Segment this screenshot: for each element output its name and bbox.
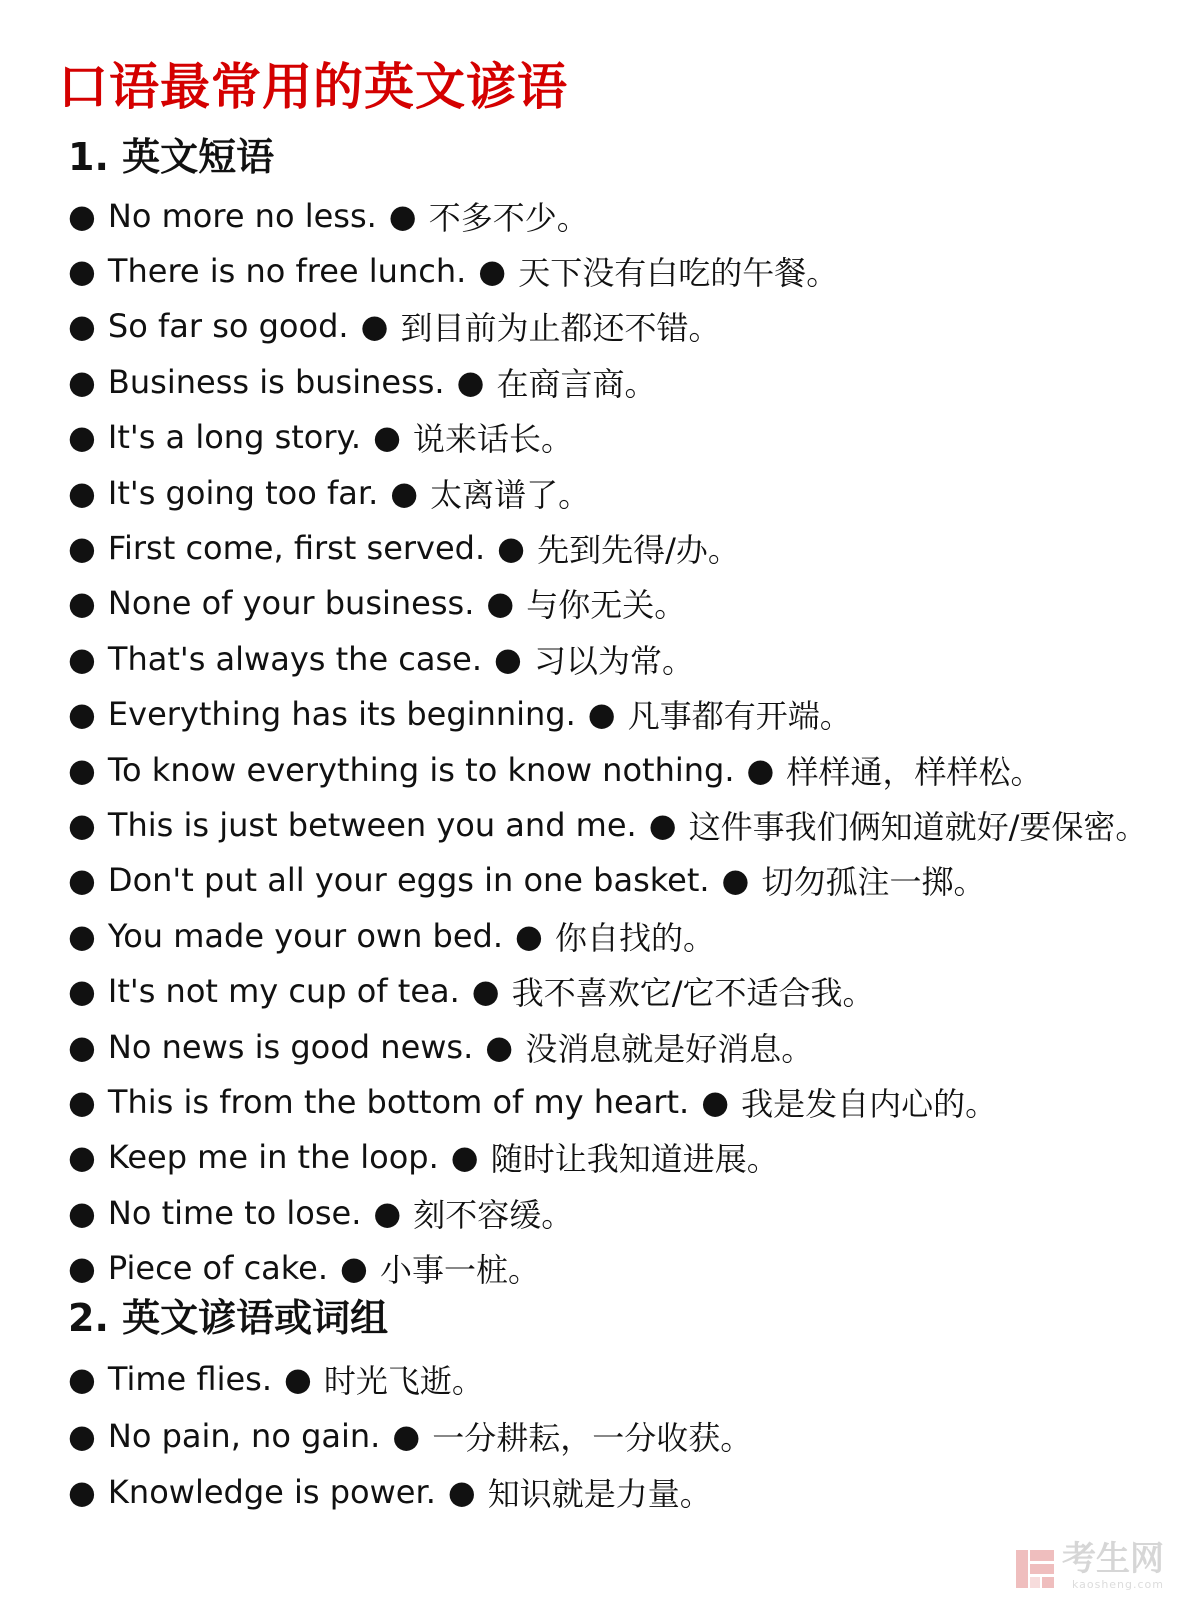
phrase-item bbox=[68, 520, 1147, 575]
english-phrase: It's going too far. bbox=[107, 473, 379, 512]
chinese-translation: 在商言商。 bbox=[496, 364, 657, 403]
page-title: 口语最常用的英文谚语 bbox=[58, 58, 568, 116]
bullet-icon: ● bbox=[388, 196, 417, 235]
bullet-icon: ● bbox=[746, 750, 775, 789]
english-phrase: No time to lose. bbox=[107, 1193, 362, 1232]
chinese-translation: 时光飞逝。 bbox=[323, 1362, 484, 1401]
bullet-icon: ● bbox=[68, 805, 96, 844]
phrase-item bbox=[68, 576, 1147, 631]
english-phrase: Keep me in the loop. bbox=[107, 1138, 439, 1177]
english-phrase: So far so good. bbox=[107, 307, 349, 346]
bullet-icon: ● bbox=[68, 307, 96, 346]
phrase-item bbox=[68, 465, 1147, 520]
phrase-item bbox=[68, 1351, 752, 1408]
chinese-translation: 到目前为止都还不错。 bbox=[400, 309, 721, 348]
bullet-icon: ● bbox=[701, 1082, 730, 1121]
phrase-item bbox=[68, 1464, 752, 1521]
bullet-icon: ● bbox=[360, 307, 389, 346]
bullet-icon: ● bbox=[68, 1082, 96, 1121]
chinese-translation: 与你无关。 bbox=[526, 586, 687, 625]
phrase-item bbox=[68, 742, 1147, 797]
bullet-icon: ● bbox=[68, 529, 96, 568]
english-phrase: That's always the case. bbox=[107, 639, 483, 678]
watermark bbox=[1014, 1539, 1164, 1591]
bullet-icon: ● bbox=[68, 1138, 96, 1177]
chinese-translation: 凡事都有开端。 bbox=[627, 697, 852, 736]
watermark-name: 考生网 bbox=[1062, 1539, 1164, 1579]
bullet-icon: ● bbox=[68, 972, 96, 1011]
phrase-item bbox=[68, 631, 1147, 686]
bullet-icon: ● bbox=[456, 362, 485, 401]
chinese-translation: 我是发自内心的。 bbox=[741, 1084, 998, 1123]
chinese-translation: 习以为常。 bbox=[533, 641, 694, 680]
phrase-item bbox=[68, 243, 1147, 298]
bullet-icon: ● bbox=[68, 695, 96, 734]
bullet-icon: ● bbox=[68, 750, 96, 789]
chinese-translation: 说来话长。 bbox=[412, 420, 573, 459]
chinese-translation: 这件事我们俩知道就好/要保密。 bbox=[688, 807, 1148, 846]
bullet-icon: ● bbox=[515, 916, 543, 955]
bullet-icon: ● bbox=[340, 1249, 368, 1288]
bullet-icon: ● bbox=[68, 1027, 96, 1066]
chinese-translation: 我不喜欢它/它不适合我。 bbox=[511, 974, 875, 1013]
phrase-item bbox=[68, 1408, 752, 1465]
english-phrase: To know everything is to know nothing. bbox=[107, 750, 735, 789]
bullet-icon: ● bbox=[68, 584, 96, 623]
phrase-item bbox=[68, 1240, 1147, 1295]
english-phrase: Don't put all your eggs in one basket. bbox=[107, 861, 710, 900]
bullet-icon: ● bbox=[478, 252, 507, 291]
chinese-translation: 知识就是力量。 bbox=[487, 1475, 712, 1514]
bullet-icon: ● bbox=[68, 916, 96, 955]
bullet-icon: ● bbox=[721, 861, 750, 900]
bullet-icon: ● bbox=[587, 695, 616, 734]
english-phrase: There is no free lunch. bbox=[107, 252, 467, 291]
chinese-translation: 切勿孤注一掷。 bbox=[761, 863, 986, 902]
english-phrase: No news is good news. bbox=[107, 1027, 474, 1066]
bullet-icon: ● bbox=[485, 1027, 514, 1066]
bullet-icon: ● bbox=[373, 418, 401, 457]
phrase-list-short-phrases bbox=[68, 188, 1147, 1296]
phrase-item bbox=[68, 1074, 1147, 1129]
chinese-translation: 太离谱了。 bbox=[430, 475, 591, 514]
bullet-icon: ● bbox=[68, 639, 96, 678]
english-phrase: This is from the bottom of my heart. bbox=[107, 1082, 690, 1121]
bullet-icon: ● bbox=[68, 196, 96, 235]
phrase-item bbox=[68, 853, 1147, 908]
chinese-translation: 一分耕耘，一分收获。 bbox=[432, 1418, 753, 1457]
bullet-icon: ● bbox=[68, 473, 96, 512]
kaosheng-logo-icon bbox=[1014, 1548, 1056, 1590]
english-phrase: It's a long story. bbox=[107, 418, 362, 457]
english-phrase: You made your own bed. bbox=[107, 916, 504, 955]
english-phrase: It's not my cup of tea. bbox=[107, 972, 460, 1011]
phrase-item bbox=[68, 410, 1147, 465]
english-phrase: First come, first served. bbox=[107, 529, 486, 568]
section-heading-phrases: 1. 英文短语 bbox=[68, 135, 275, 179]
bullet-icon: ● bbox=[648, 805, 677, 844]
chinese-translation: 小事一桩。 bbox=[379, 1251, 540, 1290]
bullet-icon: ● bbox=[486, 584, 515, 623]
chinese-translation: 你自找的。 bbox=[554, 918, 715, 957]
phrase-item bbox=[68, 797, 1147, 852]
english-phrase: Piece of cake. bbox=[107, 1249, 329, 1288]
bullet-icon: ● bbox=[68, 861, 96, 900]
chinese-translation: 样样通，样样松。 bbox=[786, 752, 1043, 791]
bullet-icon: ● bbox=[283, 1360, 312, 1399]
phrase-item bbox=[68, 188, 1147, 243]
english-phrase: None of your business. bbox=[107, 584, 475, 623]
bullet-icon: ● bbox=[373, 1193, 402, 1232]
section-heading-proverbs: 2. 英文谚语或词组 bbox=[68, 1296, 389, 1340]
phrase-item bbox=[68, 908, 1147, 963]
bullet-icon: ● bbox=[450, 1138, 479, 1177]
chinese-translation: 先到先得/办。 bbox=[537, 531, 740, 570]
phrase-item bbox=[68, 299, 1147, 354]
bullet-icon: ● bbox=[390, 473, 419, 512]
bullet-icon: ● bbox=[68, 1416, 96, 1455]
chinese-translation: 刻不容缓。 bbox=[413, 1195, 574, 1234]
phrase-list-proverbs bbox=[68, 1351, 752, 1521]
watermark-domain: kaosheng.com bbox=[1071, 1578, 1164, 1591]
chinese-translation: 不多不少。 bbox=[428, 198, 589, 237]
phrase-item bbox=[68, 1019, 1147, 1074]
bullet-icon: ● bbox=[392, 1416, 421, 1455]
chinese-translation: 没消息就是好消息。 bbox=[525, 1029, 814, 1068]
chinese-translation: 随时让我知道进展。 bbox=[490, 1140, 779, 1179]
english-phrase: Time flies. bbox=[107, 1360, 272, 1399]
phrase-item bbox=[68, 687, 1147, 742]
bullet-icon: ● bbox=[68, 1473, 96, 1512]
phrase-item bbox=[68, 354, 1147, 409]
bullet-icon: ● bbox=[447, 1473, 476, 1512]
english-phrase: This is just between you and me. bbox=[107, 805, 637, 844]
bullet-icon: ● bbox=[68, 362, 96, 401]
phrase-item bbox=[68, 1130, 1147, 1185]
english-phrase: No pain, no gain. bbox=[107, 1416, 381, 1455]
english-phrase: Knowledge is power. bbox=[107, 1473, 436, 1512]
bullet-icon: ● bbox=[497, 529, 526, 568]
bullet-icon: ● bbox=[68, 1360, 96, 1399]
bullet-icon: ● bbox=[68, 418, 96, 457]
phrase-item bbox=[68, 1185, 1147, 1240]
phrase-item bbox=[68, 963, 1147, 1018]
bullet-icon: ● bbox=[68, 1193, 96, 1232]
bullet-icon: ● bbox=[471, 972, 500, 1011]
chinese-translation: 天下没有白吃的午餐。 bbox=[518, 254, 839, 293]
english-phrase: No more no less. bbox=[107, 196, 377, 235]
english-phrase: Everything has its beginning. bbox=[107, 695, 576, 734]
bullet-icon: ● bbox=[68, 252, 96, 291]
bullet-icon: ● bbox=[68, 1249, 96, 1288]
bullet-icon: ● bbox=[494, 639, 522, 678]
english-phrase: Business is business. bbox=[107, 362, 445, 401]
